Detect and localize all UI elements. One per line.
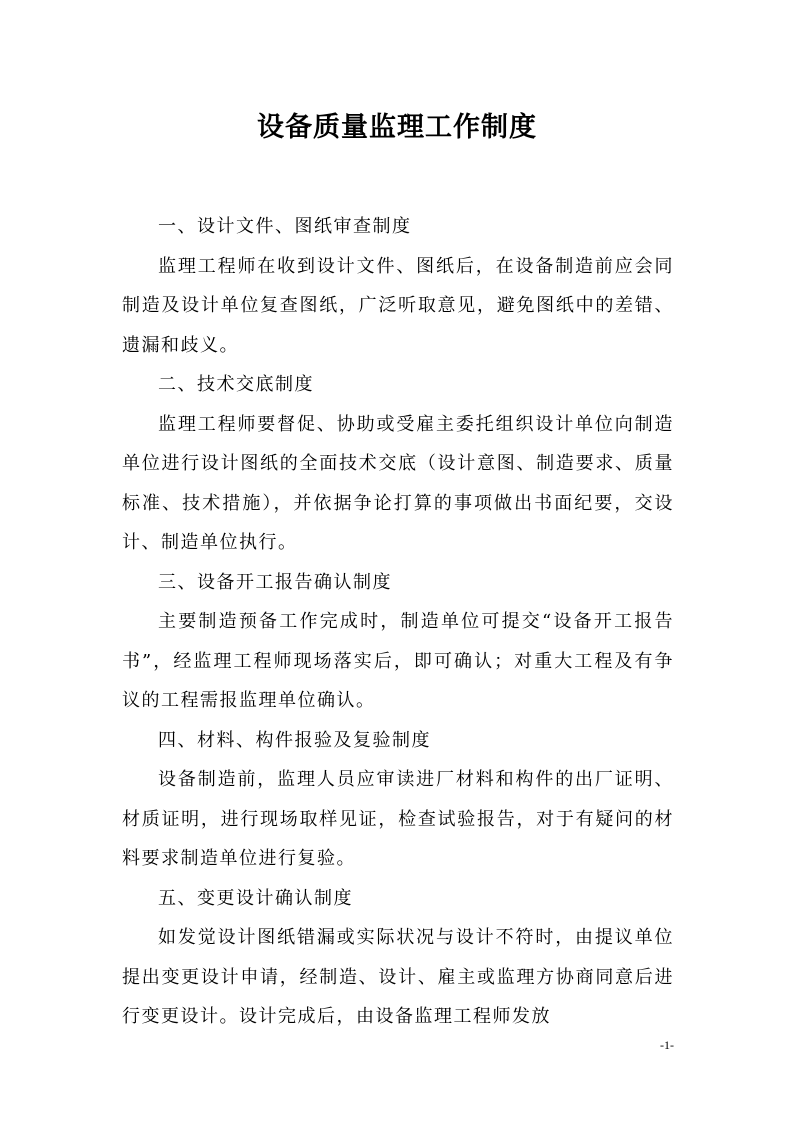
section-heading-2: 二、技术交底制度 — [158, 374, 314, 395]
paragraph-4: 设备制造前，监理人员应审读进厂材料和构件的出厂证明、材质证明，进行现场取样见证，检查试验报告，对于有疑问的材料要求制造单位进行复验。 — [122, 769, 674, 869]
paragraph-3: 主要制造预备工作完成时，制造单位可提交“设备开工报告书”，经监理工程师现场落实后，即可确认；对重大工程及有争议的工程需报监理单位确认。 — [122, 611, 674, 711]
section-heading-3: 三、设备开工报告确认制度 — [158, 571, 392, 593]
document-body — [122, 207, 674, 1037]
page-number: -1- — [660, 1038, 674, 1052]
paragraph-5: 如发觉设计图纸错漏或实际状况与设计不符时，由提议单位提出变更设计申请，经制造、设计、雇主或监理方协商同意后进行变更设计。设计完成后，由设备监理工程师发放 — [122, 927, 674, 1027]
section-heading-5: 五、变更设计确认制度 — [158, 887, 353, 909]
document-title: 设备质量监理工作制度 — [257, 112, 537, 143]
paragraph-2: 监理工程师要督促、协助或受雇主委托组织设计单位向制造单位进行设计图纸的全面技术交底（设计意图、制造要求、质量标准、技术措施），并依据争论打算的事项做出书面纪要，交设计、制造单位执行。 — [122, 413, 674, 553]
section-heading-1: 一、设计文件、图纸审查制度 — [158, 216, 412, 237]
section-heading-4: 四、材料、构件报验及复验制度 — [158, 729, 431, 751]
paragraph-1: 监理工程师在收到设计文件、图纸后，在设备制造前应会同制造及设计单位复查图纸，广泛听取意见，避免图纸中的差错、遗漏和歧义。 — [122, 255, 674, 356]
